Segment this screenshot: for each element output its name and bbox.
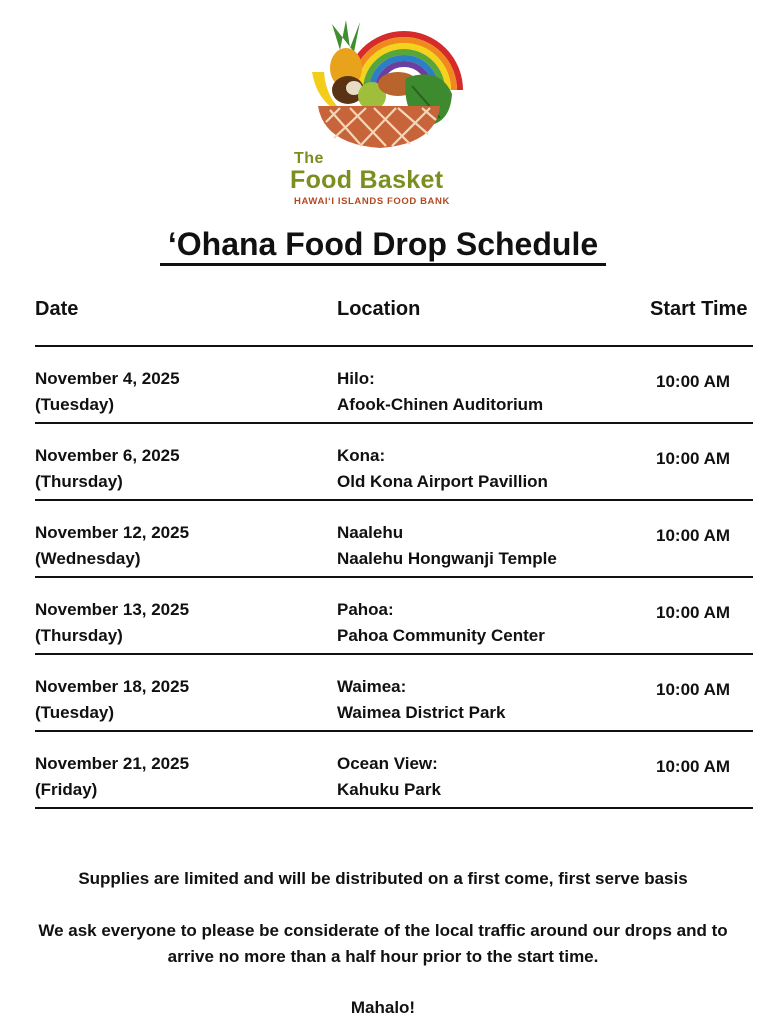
row-date: November 13, 2025 xyxy=(35,600,190,619)
row-location-cell xyxy=(337,443,548,495)
row-venue: Waimea District Park xyxy=(337,703,506,722)
closing-note: Mahalo! xyxy=(350,998,416,1017)
row-venue: Naalehu Hongwanji Temple xyxy=(337,549,557,568)
row-start-time: 10:00 AM xyxy=(656,680,731,699)
logo-tagline: HAWAI‘I ISLANDS FOOD BANK xyxy=(294,196,450,207)
row-date: November 12, 2025 xyxy=(35,523,190,542)
row-location-cell xyxy=(337,520,557,572)
food-basket-logo xyxy=(290,14,476,210)
row-date: November 4, 2025 xyxy=(35,369,180,388)
row-location-cell xyxy=(337,751,441,803)
row-start-time: 10:00 AM xyxy=(656,526,731,545)
page-title xyxy=(0,226,766,263)
row-venue: Kahuku Park xyxy=(337,780,441,799)
row-location-cell xyxy=(337,674,506,726)
table-row xyxy=(0,501,766,578)
row-date-cell xyxy=(35,366,180,418)
row-weekday: (Tuesday) xyxy=(35,703,115,722)
row-venue: Old Kona Airport Pavillion xyxy=(337,472,548,491)
page-title-text: ‘Ohana Food Drop Schedule xyxy=(160,226,606,266)
row-date-cell xyxy=(35,520,189,572)
row-venue: Pahoa Community Center xyxy=(337,626,545,645)
row-divider xyxy=(35,807,753,809)
row-date: November 21, 2025 xyxy=(35,754,190,773)
row-area: Waimea: xyxy=(337,677,407,696)
row-weekday: (Thursday) xyxy=(35,626,123,645)
column-header-location: Location xyxy=(337,298,421,320)
logo-text-the: The xyxy=(294,150,324,167)
table-row xyxy=(0,347,766,424)
row-location-cell xyxy=(337,597,545,649)
row-area: Hilo: xyxy=(337,369,375,388)
row-area: Naalehu xyxy=(337,523,404,542)
row-start-time: 10:00 AM xyxy=(656,757,731,776)
logo-text-name: Food Basket xyxy=(290,166,444,194)
row-location-cell xyxy=(337,366,543,418)
supplies-note: Supplies are limited and will be distributed on a first come, first serve basis xyxy=(78,869,688,888)
row-weekday: (Wednesday) xyxy=(35,549,141,568)
row-date-cell xyxy=(35,751,189,803)
row-area: Kona: xyxy=(337,446,386,465)
row-venue: Afook-Chinen Auditorium xyxy=(337,395,544,414)
basket-illustration-icon xyxy=(290,14,476,154)
row-date-cell xyxy=(35,443,180,495)
row-weekday: (Thursday) xyxy=(35,472,123,491)
row-weekday: (Friday) xyxy=(35,780,98,799)
traffic-note: We ask everyone to please be considerate of the local traffic around our drops and to arrive no more than a half hour prior to the start time. xyxy=(38,921,728,966)
row-date-cell xyxy=(35,674,189,726)
row-start-time: 10:00 AM xyxy=(656,603,731,622)
table-row xyxy=(0,578,766,655)
row-area: Ocean View: xyxy=(337,754,438,773)
table-row xyxy=(0,732,766,809)
row-start-time: 10:00 AM xyxy=(656,449,731,468)
row-date: November 18, 2025 xyxy=(35,677,190,696)
table-row xyxy=(0,655,766,732)
row-date: November 6, 2025 xyxy=(35,446,180,465)
table-row xyxy=(0,424,766,501)
row-weekday: (Tuesday) xyxy=(35,395,115,414)
row-date-cell xyxy=(35,597,189,649)
column-header-date: Date xyxy=(35,298,79,320)
row-start-time: 10:00 AM xyxy=(656,372,731,391)
row-area: Pahoa: xyxy=(337,600,394,619)
column-header-start-time: Start Time xyxy=(650,298,748,320)
